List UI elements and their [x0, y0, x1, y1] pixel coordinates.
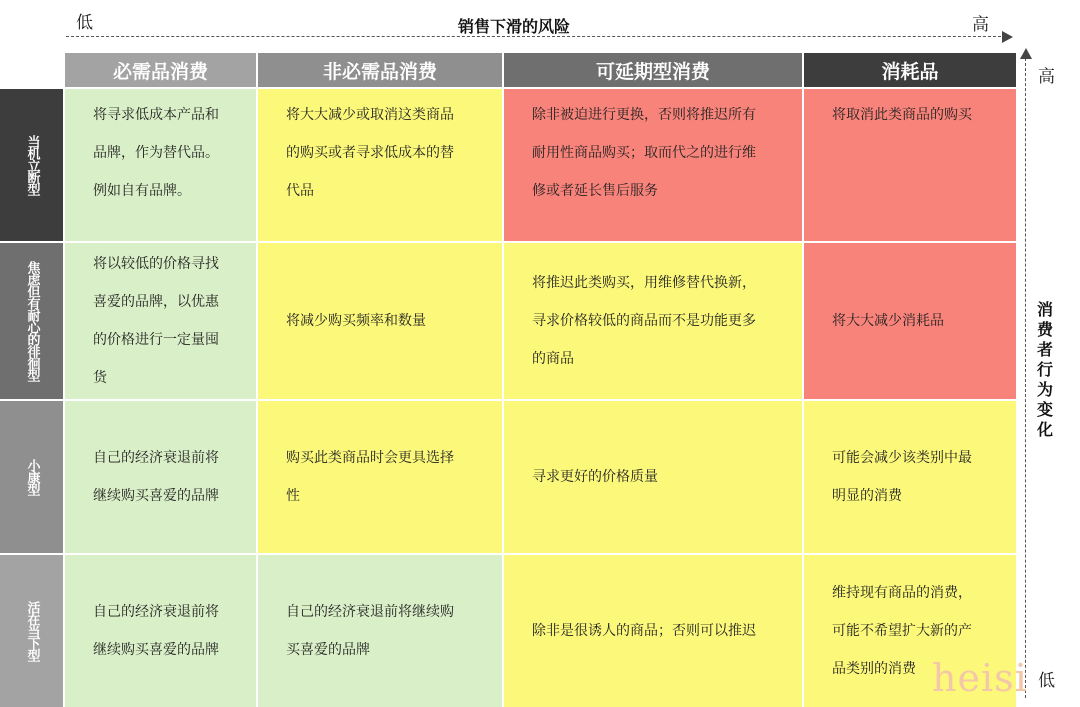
cell-text-line: 性: [286, 488, 300, 504]
axis-top-title: 销售下滑的风险: [458, 17, 571, 36]
cell-text-line: 除非被迫进行更换，否则将推迟所有: [532, 107, 756, 123]
cell-text-line: 寻求价格较低的商品而不是功能更多: [532, 313, 756, 329]
matrix-cell: [504, 89, 802, 241]
matrix-cell: [804, 243, 1016, 399]
matrix-corner: [0, 53, 63, 87]
matrix-cell: [258, 401, 502, 553]
cell-text-line: 将寻求低成本产品和: [93, 107, 219, 123]
matrix-cell: [258, 243, 502, 399]
row-header-0: 当机立断型: [0, 89, 63, 241]
matrix-cell: [804, 401, 1016, 553]
matrix-cell: [804, 89, 1016, 241]
row-header-2: 小康型: [0, 401, 63, 553]
cell-text-line: 可能不希望扩大新的产: [832, 623, 972, 639]
cell-text-line: 将以较低的价格寻找: [93, 256, 219, 272]
cell-text-line: 的购买或者寻求低成本的替: [286, 145, 454, 161]
consumption-matrix: [0, 53, 1014, 705]
row-header-1: 焦虑但有耐心的徘徊型: [0, 243, 63, 399]
axis-top-high-label: 高: [972, 15, 989, 35]
column-header-3: 消耗品: [804, 53, 1016, 87]
cell-text-line: 寻求更好的价格质量: [532, 469, 658, 485]
matrix-cell: [258, 89, 502, 241]
cell-text-line: 明显的消费: [832, 488, 902, 504]
cell-text-line: 例如自有品牌。: [93, 183, 191, 199]
cell-text-line: 喜爱的品牌，以优惠: [93, 294, 219, 310]
axis-top-low-label: 低: [76, 13, 93, 33]
matrix-cell: [65, 555, 256, 707]
cell-text-line: 维持现有商品的消费，: [832, 585, 972, 601]
cell-text-line: 可能会减少该类别中最: [832, 450, 972, 466]
column-header-2: 可延期型消费: [504, 53, 802, 87]
axis-right-low-label: 低: [1038, 671, 1055, 691]
axis-right-high-label: 高: [1038, 67, 1055, 87]
column-header-0: 必需品消费: [65, 53, 256, 87]
cell-text-line: 除非是很诱人的商品；否则可以推迟: [532, 623, 756, 639]
horizontal-arrowhead-icon: [1002, 31, 1013, 43]
cell-text-line: 的价格进行一定量囤: [93, 332, 219, 348]
cell-text-line: 品牌，作为替代品。: [93, 145, 219, 161]
matrix-cell: [504, 555, 802, 707]
cell-text-line: 买喜爱的品牌: [286, 642, 370, 658]
cell-text-line: 将减少购买频率和数量: [286, 313, 426, 329]
cell-text-line: 货: [93, 370, 107, 386]
vertical-axis-arrow: [1025, 58, 1026, 698]
matrix-cell: [258, 555, 502, 707]
cell-text-line: 自己的经济衰退前将: [93, 604, 219, 620]
row-header-3: 活在当下型: [0, 555, 63, 707]
cell-text-line: 品类别的消费: [832, 661, 916, 677]
cell-text-line: 代品: [286, 183, 314, 199]
cell-text-line: 将大大减少消耗品: [832, 313, 944, 329]
vertical-arrowhead-icon: [1020, 48, 1032, 59]
cell-text-line: 自己的经济衰退前将: [93, 450, 219, 466]
cell-text-line: 耐用性商品购买；取而代之的进行维: [532, 145, 756, 161]
horizontal-axis-arrow: [66, 36, 1006, 37]
matrix-cell: [65, 401, 256, 553]
column-header-1: 非必需品消费: [258, 53, 502, 87]
cell-text-line: 将大大减少或取消这类商品: [286, 107, 454, 123]
cell-text-line: 修或者延长售后服务: [532, 183, 658, 199]
matrix-cell: [65, 89, 256, 241]
matrix-cell: [65, 243, 256, 399]
cell-text-line: 购买此类商品时会更具选择: [286, 450, 454, 466]
cell-text-line: 继续购买喜爱的品牌: [93, 488, 219, 504]
cell-text-line: 自己的经济衰退前将继续购: [286, 604, 454, 620]
cell-text-line: 将推迟此类购买，用维修替代换新，: [532, 275, 756, 291]
matrix-cell: [504, 243, 802, 399]
axis-right-title: 消费者行为变化: [1036, 300, 1053, 439]
cell-text-line: 的商品: [532, 351, 574, 367]
cell-text-line: 将取消此类商品的购买: [832, 107, 972, 123]
matrix-cell: [504, 401, 802, 553]
watermark: heisi: [932, 656, 1028, 700]
cell-text-line: 继续购买喜爱的品牌: [93, 642, 219, 658]
